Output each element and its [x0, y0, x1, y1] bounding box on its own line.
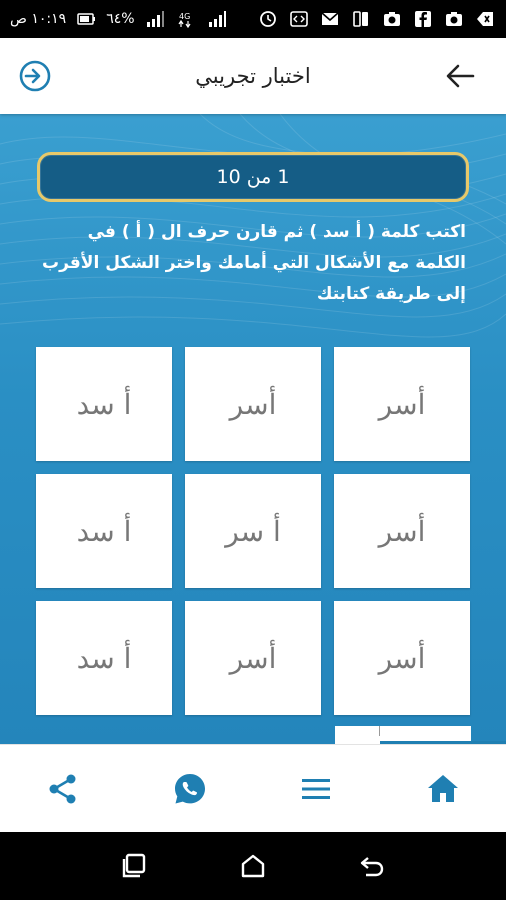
page-title: اختبار تجريبي [195, 64, 311, 88]
menu-icon [298, 771, 334, 807]
home-system-button[interactable] [233, 846, 273, 886]
login-icon [17, 58, 53, 94]
back-system-button[interactable] [352, 846, 392, 886]
back-arrow-icon [443, 58, 479, 94]
option-text: أسر [378, 514, 426, 548]
option-card-1[interactable] [334, 347, 470, 461]
return-icon [358, 852, 386, 880]
option-text: أسر [229, 387, 277, 421]
question-counter [37, 152, 469, 202]
counter-text: 1 من 10 [216, 166, 290, 188]
option-card-7[interactable] [334, 601, 470, 715]
option-text: أسر [229, 641, 277, 675]
bottom-nav [0, 744, 506, 832]
notification-icon [474, 8, 496, 30]
share-button[interactable] [33, 759, 93, 819]
options-grid [36, 347, 470, 715]
clock-icon [257, 8, 279, 30]
gmail-icon [319, 8, 341, 30]
camera-icon [381, 8, 403, 30]
option-card-8[interactable] [185, 601, 321, 715]
status-time: ١٠:١٩ ص [10, 11, 67, 27]
app-bar [0, 38, 506, 114]
share-icon [45, 771, 81, 807]
option-card-2[interactable] [185, 347, 321, 461]
option-card-9[interactable] [36, 601, 172, 715]
data-icon [175, 8, 197, 30]
whatsapp-icon [172, 771, 208, 807]
code-icon [288, 8, 310, 30]
option-text: أ سر [225, 514, 281, 548]
home-button[interactable] [413, 759, 473, 819]
system-nav [0, 832, 506, 900]
recents-button[interactable] [114, 846, 154, 886]
option-text: أ سد [76, 641, 132, 675]
signal-icon [206, 8, 228, 30]
whatsapp-button[interactable] [160, 759, 220, 819]
partial-stroke [379, 726, 380, 736]
back-button[interactable] [441, 56, 481, 96]
option-text: أ سد [76, 387, 132, 421]
option-text: أسر [378, 387, 426, 421]
option-card-3[interactable] [36, 347, 172, 461]
status-right [257, 8, 496, 30]
house-outline-icon [239, 852, 267, 880]
status-left [10, 8, 228, 30]
login-button[interactable] [15, 56, 55, 96]
option-text: أسر [378, 641, 426, 675]
option-card-4[interactable] [334, 474, 470, 588]
option-card-6[interactable] [36, 474, 172, 588]
recents-icon [120, 852, 148, 880]
battery-percent: %٦٤ [106, 11, 135, 27]
home-icon [425, 771, 461, 807]
signal2-icon [144, 8, 166, 30]
svg-text:4G: 4G [178, 12, 190, 21]
menu-button[interactable] [286, 759, 346, 819]
status-bar [0, 0, 506, 38]
quiz-content [0, 114, 506, 744]
question-instruction: اكتب كلمة ( أ سد ) ثم قارن حرف ال ( أ ) في الكلمة مع الأشكال التي أمامك واختر الشكل الأقرب إلى طريقة كتابتك [42, 222, 466, 304]
option-card-5[interactable] [185, 474, 321, 588]
battery-icon [75, 8, 97, 30]
video-icon [350, 8, 372, 30]
option-text: أ سد [76, 514, 132, 548]
photo-icon [443, 8, 465, 30]
facebook-icon [412, 8, 434, 30]
